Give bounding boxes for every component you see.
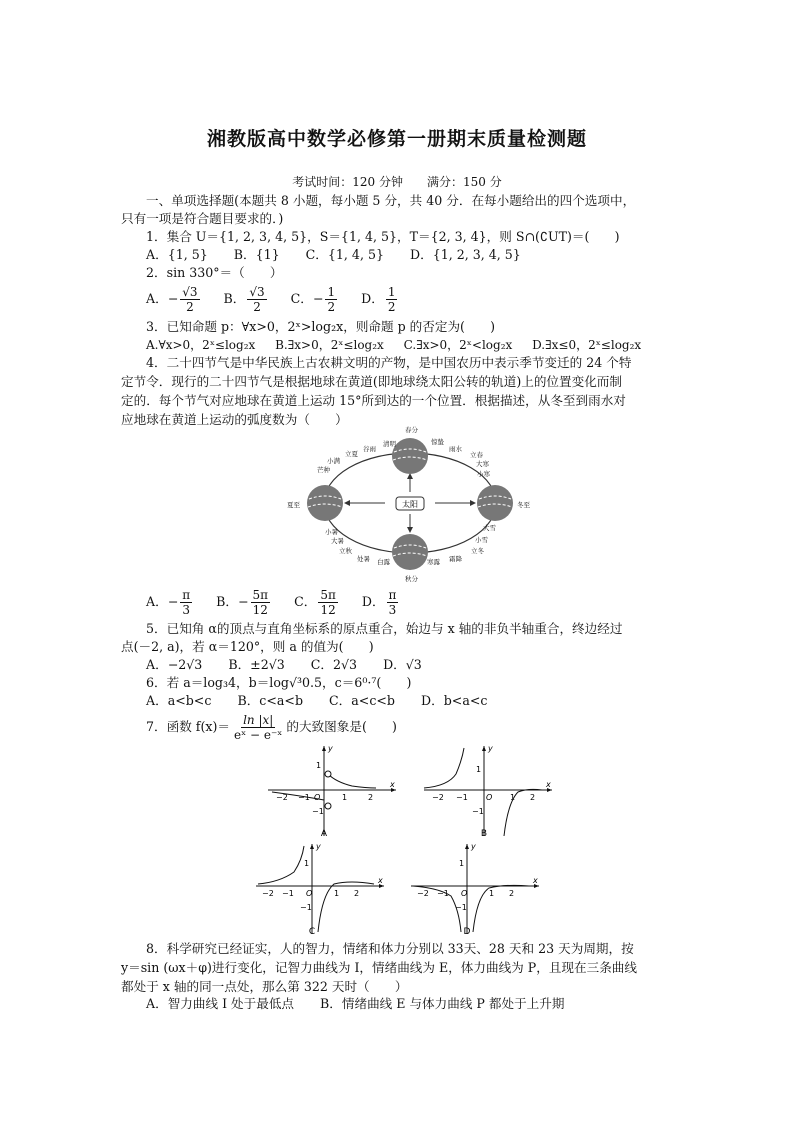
earth-bottom: [392, 534, 428, 570]
q2-stem: 2．sin 330°＝（ ）: [146, 265, 283, 280]
earth-top: [392, 438, 428, 474]
term-label: 小雪: [475, 536, 488, 544]
q4-options: [146, 585, 422, 619]
term-label: 小寒: [477, 470, 490, 478]
term-label: 夏至: [287, 501, 300, 509]
q7-stem: 7．函数 f(x)＝ $\frac{\ln |x|}{\text{eˣ − e⁻ˣ}}$ 的大致图象是( ): [146, 712, 397, 742]
q6-option-a[interactable]: A．a<b<c: [146, 693, 212, 708]
term-label: 小暑: [325, 528, 338, 536]
q6-option-d[interactable]: D．b<a<c: [421, 693, 488, 708]
q8-option-b[interactable]: B．情绪曲线 E 与体力曲线 P 都处于上升期: [320, 996, 565, 1011]
svg-text:−1: −1: [437, 889, 449, 898]
q6-options: [146, 693, 509, 709]
q4-option-b[interactable]: B．− $\frac{5\pi}{12}$: [216, 587, 269, 617]
q1-option-c[interactable]: C．{1, 4, 5}: [305, 247, 384, 262]
q7-graph-b[interactable]: [418, 742, 558, 840]
q3-option-a[interactable]: A.∀x>0，2ˣ≤log₂x: [146, 338, 256, 352]
svg-text:−2: −2: [262, 889, 274, 898]
term-label: 霜降: [449, 555, 462, 563]
q2-option-d[interactable]: D． $\frac{1}{2}$: [361, 284, 396, 314]
term-label: 冬至: [517, 501, 530, 509]
q2-option-c[interactable]: C．− $\frac{1}{2}$: [290, 284, 336, 314]
term-label: 谷雨: [363, 445, 376, 453]
svg-text:2: 2: [509, 889, 515, 898]
svg-text:y: y: [316, 842, 321, 851]
q1-option-b[interactable]: B．{1}: [233, 247, 280, 262]
q6-option-b[interactable]: B．c<a<b: [237, 693, 304, 708]
svg-text:−1: −1: [312, 807, 324, 816]
term-label: 芒种: [317, 466, 330, 474]
q8-line1: 8．科学研究已经证实，人的智力，情绪和体力分别以 33天、28 天和 23 天为周期，按: [146, 941, 634, 956]
svg-text:1: 1: [304, 859, 310, 868]
term-label: 惊蛰: [431, 438, 444, 446]
svg-text:−2: −2: [276, 793, 288, 802]
q1-option-d[interactable]: D．{1, 2, 3, 4, 5}: [410, 247, 521, 262]
svg-text:−1: −1: [298, 793, 310, 802]
graph-label-d: D: [463, 927, 471, 937]
solar-terms-diagram: [285, 422, 535, 584]
q4-line2: 定节令．现行的二十四节气是根据地球在黄道(即地球绕太阳公转的轨道)上的位置变化而制: [121, 374, 622, 389]
earth-left: [307, 485, 343, 521]
svg-text:−1: −1: [282, 889, 294, 898]
svg-text:O: O: [486, 793, 493, 802]
svg-text:1: 1: [334, 889, 340, 898]
svg-text:−1: −1: [456, 793, 468, 802]
q4-option-d[interactable]: D． $\frac{\pi}{3}$: [361, 587, 397, 617]
svg-text:x: x: [390, 780, 395, 789]
section-heading-line2: 只有一项是符合题目要求的．): [121, 211, 284, 226]
svg-text:x: x: [533, 876, 538, 885]
q2-option-a[interactable]: A．− $\frac{√3}{2}$: [146, 284, 198, 314]
svg-text:x: x: [546, 780, 551, 789]
svg-text:2: 2: [368, 793, 374, 802]
term-label: 春分: [405, 426, 418, 434]
q6-option-c[interactable]: C．a<c<b: [329, 693, 395, 708]
q2-option-b[interactable]: B． $\frac{√3}{2}$: [223, 284, 265, 314]
q3-stem: 3．已知命题 p：∀x>0，2ˣ>log₂x，则命题 p 的否定为( ): [146, 319, 496, 334]
q7-graph-a[interactable]: [262, 742, 402, 840]
svg-text:1: 1: [510, 793, 516, 802]
svg-text:1: 1: [476, 765, 482, 774]
term-label: 秋分: [405, 575, 418, 583]
q4-line4: 应地球在黄道上运动的弧度数为（ ）: [121, 412, 348, 427]
term-label: 立夏: [345, 450, 358, 458]
term-label: 清明: [383, 440, 396, 448]
term-label: 寒露: [427, 558, 440, 566]
graph-label-b: B: [480, 829, 488, 839]
q3-options: [146, 337, 641, 353]
term-label: 大暑: [331, 537, 344, 545]
q3-option-d[interactable]: D.∃x≤0，2ˣ≤log₂x: [532, 338, 642, 352]
q5-line1: 5．已知角 α的顶点与直角坐标系的原点重合，始边与 x 轴的非负半轴重合，终边经过: [146, 621, 623, 636]
q4-line1: 4．二十四节气是中华民族上古农耕文明的产物，是中国农历中表示季节变迁的 24 个特: [146, 355, 632, 370]
term-label: 立秋: [339, 547, 352, 555]
svg-text:−1: −1: [300, 903, 312, 912]
q5-line2: 点(－2, a)，若 α＝120°，则 a 的值为( ): [121, 639, 374, 654]
graph-label-c: C: [308, 927, 316, 937]
q1-stem: 1．集合 U＝{1, 2, 3, 4, 5}，S＝{1, 4, 5}，T＝{2, 3, 4}，则 S∩(∁UT)＝( ): [146, 229, 620, 244]
svg-text:−1: −1: [472, 807, 484, 816]
q3-option-c[interactable]: C.∃x>0，2ˣ<log₂x: [403, 338, 513, 352]
term-label: 雨水: [449, 445, 462, 453]
q7-function-fraction: $\frac{\ln |x|}{\text{eˣ − e⁻ˣ}}$: [233, 712, 283, 742]
svg-text:2: 2: [530, 793, 536, 802]
sun-label: 太阳: [402, 500, 418, 509]
svg-text:1: 1: [342, 793, 348, 802]
section-heading-line1: 一、单项选择题(本题共 8 小题，每小题 5 分，共 40 分．在每小题给出的四个选项中，: [146, 193, 636, 208]
q6-stem: 6．若 a＝log₃4，b＝log√³0.5，c＝6⁰·⁷( ): [146, 675, 412, 690]
svg-text:−2: −2: [417, 889, 429, 898]
q8-line3: 都处于 x 轴的同一点处，那么第 322 天时（ ）: [121, 979, 408, 994]
svg-text:x: x: [378, 876, 383, 885]
exam-info: 考试时间：120 分钟 满分：150 分: [292, 175, 502, 189]
term-label: 处暑: [357, 555, 370, 563]
q2-options: [146, 282, 421, 316]
earth-right: [477, 485, 513, 521]
q7-graph-d[interactable]: [405, 840, 545, 938]
q7-graph-c[interactable]: [250, 840, 390, 938]
q5-option-d[interactable]: D．√3: [383, 657, 422, 672]
q4-line3: 定的．每个节气对应地球在黄道上运动 15°所到达的一个位置．根据描述，从冬至到雨水对: [121, 393, 626, 408]
svg-text:−1: −1: [455, 903, 467, 912]
q1-options: [146, 247, 543, 263]
svg-text:O: O: [306, 889, 313, 898]
term-label: 大雪: [483, 524, 496, 532]
q1-option-a[interactable]: A．{1, 5}: [146, 247, 208, 262]
q5-option-a[interactable]: A．−2√3: [146, 657, 203, 672]
svg-text:y: y: [328, 744, 333, 753]
q5-options: [146, 657, 444, 673]
svg-text:O: O: [314, 793, 321, 802]
graph-label-a: A: [320, 829, 328, 839]
svg-text:1: 1: [489, 889, 495, 898]
term-label: 白露: [377, 558, 390, 566]
term-label: 立春: [470, 451, 483, 459]
page-title: 湘教版高中数学必修第一册期末质量检测题: [206, 128, 587, 150]
svg-text:1: 1: [316, 761, 322, 770]
q3-option-b[interactable]: B.∃x>0，2ˣ≤log₂x: [275, 338, 384, 352]
q8-line2: y＝sin (ωx＋φ)进行变化，记智力曲线为 I，情绪曲线为 E，体力曲线为 P，且现在三条曲线: [121, 960, 637, 975]
q4-option-c[interactable]: C． $\frac{5\pi}{12}$: [294, 587, 336, 617]
q8-option-a[interactable]: A．智力曲线 I 处于最低点: [146, 996, 295, 1011]
q8-options: [146, 996, 586, 1012]
q4-option-a[interactable]: A．− $\frac{\pi}{3}$: [146, 587, 191, 617]
svg-text:y: y: [488, 744, 493, 753]
q5-option-b[interactable]: B．±2√3: [228, 657, 285, 672]
svg-text:1: 1: [459, 859, 465, 868]
svg-text:−2: −2: [432, 793, 444, 802]
term-label: 大寒: [476, 460, 489, 468]
term-label: 小满: [327, 457, 340, 465]
svg-text:2: 2: [354, 889, 360, 898]
q5-option-c[interactable]: C．2√3: [310, 657, 358, 672]
svg-text:O: O: [461, 889, 468, 898]
svg-text:y: y: [471, 842, 476, 851]
term-label: 立冬: [471, 547, 484, 555]
